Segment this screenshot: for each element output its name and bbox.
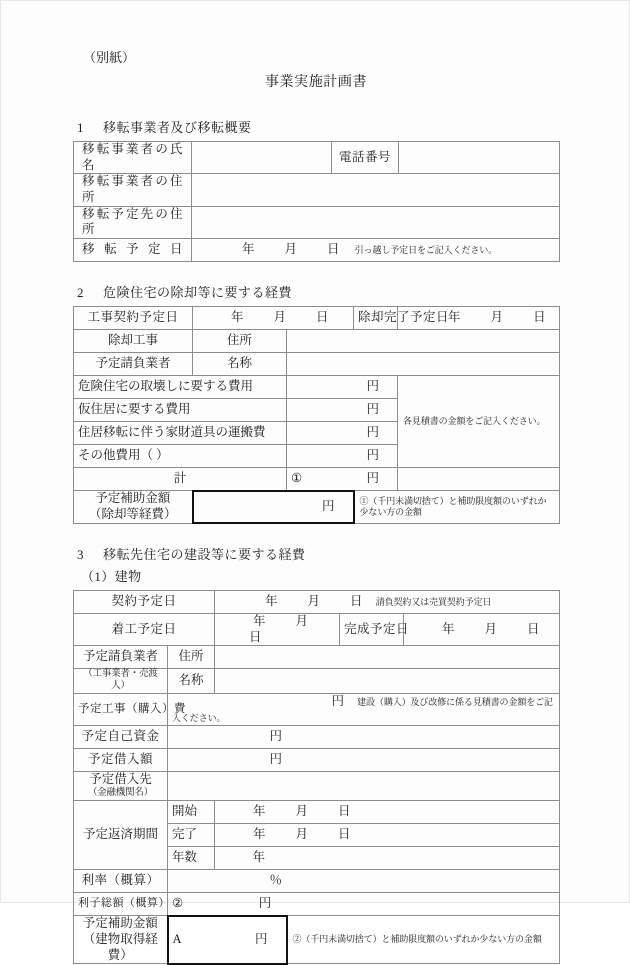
- destination-address-field[interactable]: [192, 206, 560, 238]
- demolition-contractor-address-field[interactable]: [287, 329, 560, 352]
- yen-unit: 円: [366, 378, 380, 393]
- construction-contract-date-field[interactable]: [193, 306, 354, 329]
- year-unit: 年: [442, 621, 455, 636]
- yen-unit: 円: [366, 447, 380, 462]
- day-unit: 日: [316, 309, 329, 324]
- section-3-subheading: （1）建物: [81, 569, 142, 584]
- page-title: 事業実施計画書: [264, 75, 368, 90]
- section-3-title: 移転先住宅の建設等に要する経費: [103, 547, 306, 562]
- own-funds-label: 予定自己資金: [74, 726, 168, 749]
- repayment-years-field[interactable]: [215, 846, 560, 869]
- business-address-label: 移転事業者の住所: [74, 174, 192, 206]
- month-unit: 月: [484, 621, 498, 636]
- demolition-contractor-label-line1: 除却工事: [74, 329, 193, 352]
- demolition-completion-date-field[interactable]: [398, 306, 560, 329]
- cost-label-moving: 住居移転に伴う家財道具の運搬費: [74, 421, 287, 444]
- year-unit: 年: [265, 594, 278, 609]
- subsidy-marker: A: [172, 931, 182, 946]
- yen-unit: 円: [322, 499, 335, 514]
- construction-contract-date-label: 工事契約予定日: [74, 306, 193, 329]
- table-row: [74, 726, 560, 749]
- date-ymd: [197, 310, 329, 326]
- cost-total-label: 計: [74, 467, 287, 491]
- table-row: [74, 694, 560, 726]
- table-row: [74, 772, 560, 801]
- year-unit: 年: [253, 614, 266, 628]
- year-unit: 年: [242, 241, 255, 256]
- lender-field[interactable]: [168, 772, 560, 801]
- repayment-period-label: 予定返済期間: [74, 800, 168, 869]
- spacer: [73, 524, 559, 546]
- year-unit: 年: [231, 309, 244, 324]
- table-row: [74, 142, 560, 174]
- table-row: [74, 352, 560, 375]
- start-date-label: 着工予定日: [74, 614, 215, 646]
- yen-unit: 円: [269, 752, 282, 767]
- cost-field-moving[interactable]: [287, 421, 398, 444]
- move-date-label: 移 転 予 定 日: [74, 238, 192, 261]
- date-ymd: [408, 622, 540, 638]
- attachment-label: （別紙）: [83, 50, 136, 65]
- business-name-field[interactable]: [192, 142, 332, 174]
- section-1-number: 1: [77, 120, 84, 135]
- repayment-start-field[interactable]: [215, 800, 560, 823]
- month-unit: 月: [490, 309, 504, 324]
- table-row: [74, 646, 560, 669]
- contract-date-label: 契約予定日: [74, 591, 215, 614]
- day-unit: 日: [327, 241, 340, 256]
- business-address-field[interactable]: [192, 174, 560, 206]
- cost-total-field[interactable]: [287, 467, 398, 491]
- cost-label-temporary-housing: 仮住居に要する費用: [74, 398, 287, 421]
- loan-amount-label: 予定借入額: [74, 749, 168, 772]
- yen-unit: 円: [255, 931, 268, 946]
- interest-rate-label: 利率（概算）: [74, 869, 168, 892]
- percent-unit: ％: [269, 872, 282, 887]
- contractor-label-line1: 予定請負業者: [74, 646, 168, 669]
- section-2-table: [73, 306, 560, 524]
- contractor-label-line2: （工事業者・売渡人）: [74, 669, 168, 694]
- estimate-note-filler: [398, 467, 560, 491]
- demolition-contractor-name-label: 名称: [193, 352, 287, 375]
- building-subsidy-label-line2: （建物取得経費）: [82, 931, 158, 962]
- business-name-label: 移転事業者の氏名: [74, 142, 192, 174]
- cost-label-demolition: 危険住宅の取壊しに要する費用: [74, 375, 287, 398]
- section-1-title: 移転事業者及び移転概要: [103, 120, 252, 135]
- day-unit: 日: [338, 803, 351, 818]
- date-ymd: [219, 827, 351, 843]
- section-2-number: 2: [77, 284, 84, 300]
- date-ymd: [219, 804, 351, 820]
- day-unit: 日: [527, 621, 540, 636]
- lender-label-line1: 予定借入先: [89, 772, 152, 787]
- demolition-contractor-label-line2: 予定請負業者: [74, 352, 193, 375]
- start-date-field[interactable]: [215, 614, 340, 646]
- repayment-end-label: 完了: [168, 823, 215, 846]
- month-unit: 月: [295, 614, 309, 628]
- table-row: [74, 892, 560, 916]
- table-row: [74, 591, 560, 614]
- table-row: [74, 669, 560, 694]
- demolition-contractor-address-label: 住所: [193, 329, 287, 352]
- table-row: [74, 800, 560, 823]
- interest-total-field[interactable]: [168, 892, 560, 916]
- repayment-end-field[interactable]: [215, 823, 560, 846]
- table-row: [74, 329, 560, 352]
- contractor-address-label: 住所: [168, 646, 215, 669]
- demolition-completion-date-label: 除却完了予定日: [354, 306, 398, 329]
- section-3-table: [73, 590, 560, 965]
- table-row: [74, 238, 560, 261]
- lender-label: [74, 772, 168, 801]
- date-ymd: [402, 310, 546, 326]
- section-3-heading: [73, 546, 559, 564]
- yen-unit: 円: [331, 694, 344, 708]
- section-2-heading: [73, 284, 559, 302]
- year-unit: 年: [253, 826, 266, 841]
- construction-cost-note: 建設（購入）及び改修に係る見積書の金額をご記入ください。: [172, 697, 553, 723]
- table-row: [74, 916, 560, 964]
- day-unit: 日: [350, 594, 363, 609]
- month-unit: 月: [295, 826, 309, 841]
- section-1-table: [73, 141, 560, 262]
- construction-cost-label: 予定工事（購入）費: [74, 694, 168, 726]
- year-unit: 年: [448, 309, 461, 324]
- building-subsidy-amount-field[interactable]: [168, 916, 287, 964]
- cost-label-other[interactable]: その他費用（ ）: [74, 444, 287, 467]
- contract-date-field[interactable]: [215, 591, 560, 614]
- loan-amount-field[interactable]: [168, 749, 560, 772]
- table-row: [74, 306, 560, 329]
- day-unit: 日: [338, 826, 351, 841]
- completion-date-field[interactable]: [404, 614, 560, 646]
- table-row: [74, 749, 560, 772]
- section-1-heading: [73, 119, 559, 137]
- date-ymd: [196, 242, 340, 258]
- phone-label: 電話番号: [332, 142, 399, 174]
- own-funds-field[interactable]: [168, 726, 560, 749]
- building-subsidy-label-line1: 予定補助金額: [82, 916, 158, 931]
- cost-field-demolition[interactable]: [287, 375, 398, 398]
- yen-unit: 円: [269, 729, 282, 744]
- month-unit: 月: [284, 241, 298, 256]
- destination-address-label: 移転予定先の住所: [74, 206, 192, 238]
- section-3-number: 3: [77, 547, 84, 562]
- subsidy-amount-field[interactable]: [193, 491, 354, 523]
- lender-label-line2: （金融機関名）: [87, 787, 154, 798]
- yen-unit: 円: [366, 470, 380, 485]
- move-date-field[interactable]: [192, 238, 560, 261]
- year-unit: 年: [253, 803, 266, 818]
- contractor-name-field[interactable]: [215, 669, 560, 694]
- spacer: [73, 262, 559, 284]
- phone-field[interactable]: [399, 142, 560, 174]
- building-subsidy-label: [74, 916, 168, 964]
- page-content: [73, 49, 559, 965]
- month-unit: 月: [273, 309, 287, 324]
- contract-date-note: 請負契約又は売買契約予定日: [375, 597, 492, 608]
- year-unit: 年: [252, 849, 266, 864]
- subsidy-label-line2: （除却等経費）: [89, 506, 177, 521]
- table-row: [74, 375, 560, 398]
- estimate-note: 各見積書の金額をご記入ください。: [398, 375, 560, 467]
- table-row: [74, 174, 560, 206]
- construction-cost-field[interactable]: [168, 694, 560, 726]
- interest-total-mark: ②: [172, 895, 184, 910]
- month-unit: 月: [295, 803, 309, 818]
- day-unit: 日: [249, 629, 262, 644]
- yen-unit: 円: [258, 895, 272, 910]
- interest-total-label: 利子総額（概算）: [74, 892, 168, 916]
- contractor-address-field[interactable]: [215, 646, 560, 669]
- section-2-title: 危険住宅の除却等に要する経費: [103, 284, 293, 300]
- demolition-contractor-name-field[interactable]: [287, 352, 560, 375]
- day-unit: 日: [533, 309, 546, 324]
- subsidy-label-line1: 予定補助金額: [95, 491, 171, 506]
- yen-unit: 円: [366, 401, 380, 416]
- date-ymd: [219, 614, 335, 645]
- completion-date-label: 完成予定日: [340, 614, 404, 646]
- table-row: [74, 614, 560, 646]
- building-subsidy-note: ②（千円未満切捨て）と補助限度額のいずれか少ない方の金額: [287, 916, 560, 964]
- move-date-note: 引っ越し予定日をご記入ください。: [354, 244, 498, 255]
- contractor-name-label: 名称: [168, 669, 215, 694]
- table-row: [74, 206, 560, 238]
- date-ymd: [219, 594, 363, 610]
- table-row: [74, 491, 560, 523]
- subsidy-note: ①（千円未満切捨て）と補助限度額のいずれか少ない方の金額: [354, 491, 560, 523]
- yen-unit: 円: [366, 424, 380, 439]
- repayment-start-label: 開始: [168, 800, 215, 823]
- repayment-years-label: 年数: [168, 846, 215, 869]
- table-row: [74, 869, 560, 892]
- month-unit: 月: [307, 594, 321, 609]
- cost-field-other[interactable]: [287, 444, 398, 467]
- cost-field-temporary-housing[interactable]: [287, 398, 398, 421]
- total-mark: ①: [291, 470, 303, 485]
- subsidy-label: [74, 491, 193, 523]
- interest-rate-field[interactable]: [168, 869, 560, 892]
- table-row: [74, 467, 560, 491]
